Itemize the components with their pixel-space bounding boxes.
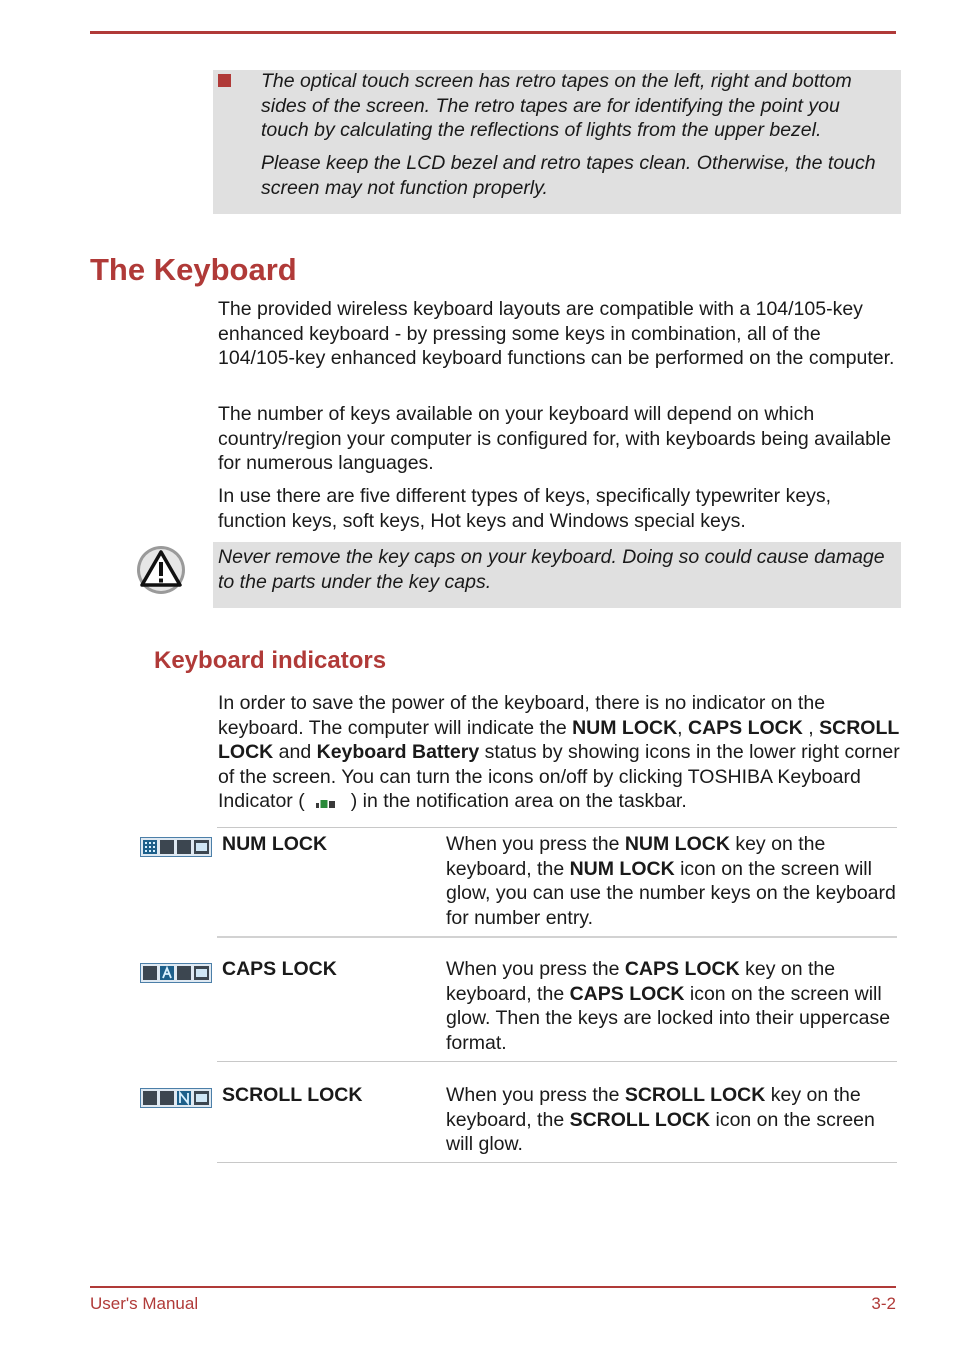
row-divider: [217, 936, 897, 938]
warning-text: Never remove the key caps on your keyboard. Doing so could cause damage to the parts under the key caps.: [218, 546, 885, 593]
table-top-rule: [217, 827, 897, 828]
table-bottom-rule: [217, 1162, 897, 1163]
note-bullet-icon: [218, 74, 231, 87]
footer-page-number: 3-2: [871, 1294, 896, 1313]
row-desc-scroll-lock: When you press the SCROLL LOCK key on the keyboard, the SCROLL LOCK icon on the screen will glow.: [446, 1084, 875, 1155]
warning-triangle-icon: [136, 545, 186, 595]
keyboard-paragraph-3: In use there are five different types of keys, specifically typewriter keys, function keys, soft keys, Hot keys and Windows special keys.: [218, 485, 832, 532]
footer-manual-title: User's Manual: [90, 1294, 199, 1313]
keyboard-indicator-tray-icon: [315, 794, 337, 810]
indicators-intro: In order to save the power of the keyboard, there is no indicator on the keyboard. The computer will indicate the NUM LOCK, CAPS LOCK , SCROLL LOCK and Keyboard Battery status by showing icons in the lower right corner of the screen. You can turn the icons on/off by clicking TOSHIBA Keyboard Indicator ( ) in the notification area on the taskbar.: [218, 692, 900, 812]
scroll-lock-indicator-icon: [140, 1088, 212, 1108]
footer-rule: [90, 1286, 896, 1288]
row-desc-caps-lock: When you press the CAPS LOCK key on the keyboard, the CAPS LOCK icon on the screen will glow. Then the keys are locked into their uppercase format.: [446, 958, 891, 1054]
row-desc-num-lock: When you press the NUM LOCK key on the keyboard, the NUM LOCK icon on the screen will glow, you can use the number keys on the keyboard for number entry.: [446, 833, 896, 929]
row-name-num-lock: NUM LOCK: [222, 833, 328, 855]
num-lock-indicator-icon: [140, 837, 212, 857]
row-name-caps-lock: CAPS LOCK: [222, 958, 337, 980]
section-title: The Keyboard: [90, 252, 297, 287]
keyboard-paragraph-1: The provided wireless keyboard layouts are compatible with a 104/105-key enhanced keyboard - by pressing some keys in combination, all of the 104/105-key enhanced keyboard functions can be performed on the computer.: [218, 298, 895, 369]
note-paragraph-2: Please keep the LCD bezel and retro tapes clean. Otherwise, the touch screen may not function properly.: [261, 152, 876, 199]
note-paragraph-1: The optical touch screen has retro tapes on the left, right and bottom sides of the screen. The retro tapes are for identifying the point you touch by calculating the reflections of lights from the upper bezel.: [261, 70, 852, 141]
row-name-scroll-lock: SCROLL LOCK: [222, 1084, 363, 1106]
subsection-title: Keyboard indicators: [154, 647, 387, 674]
caps-lock-indicator-icon: [140, 963, 212, 983]
header-rule: [90, 31, 896, 34]
row-divider: [217, 1061, 897, 1062]
keyboard-paragraph-2: The number of keys available on your keyboard will depend on which country/region your computer is configured for, with keyboards being available for numerous languages.: [218, 403, 892, 474]
